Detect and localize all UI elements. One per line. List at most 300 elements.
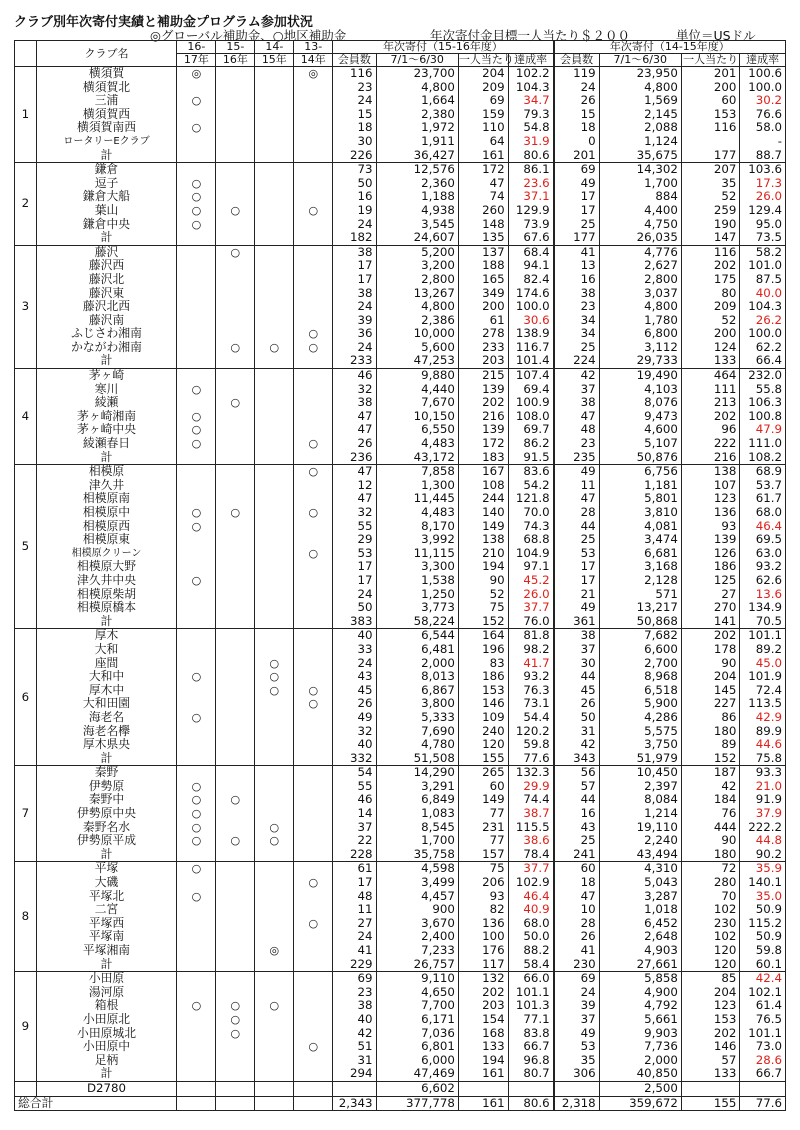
club-name: 計 <box>36 615 177 629</box>
grant-mark <box>177 465 216 479</box>
grant-mark: ○ <box>294 547 333 561</box>
grant-mark <box>294 930 333 944</box>
cur-value: 135 <box>458 231 508 245</box>
grant-mark <box>177 725 216 739</box>
cur-value: 4,938 <box>376 204 458 218</box>
cur-value: 86.2 <box>508 437 554 451</box>
prev-value: 224 <box>554 354 599 368</box>
grant-mark: ○ <box>255 834 294 848</box>
prev-value: 59.8 <box>740 944 786 958</box>
prev-value: 17.3 <box>740 177 786 191</box>
grant-mark: ○ <box>216 396 255 410</box>
table-row <box>15 999 786 1013</box>
cur-value: 90 <box>458 574 508 588</box>
cur-value: 1,300 <box>376 479 458 493</box>
prev-value: 571 <box>599 588 681 602</box>
cur-value: 196 <box>458 643 508 657</box>
cur-value: 3,670 <box>376 917 458 931</box>
cur-value: 29.9 <box>508 780 554 794</box>
club-name: 計 <box>36 958 177 972</box>
prev-value: 361 <box>554 615 599 629</box>
cur-value: 74 <box>458 190 508 204</box>
cur-value: 116 <box>333 67 376 81</box>
table-row <box>15 287 786 301</box>
prev-value: 116 <box>681 121 739 135</box>
grant-mark <box>294 862 333 876</box>
grant-mark <box>255 986 294 1000</box>
prev-value: 53 <box>554 547 599 561</box>
prev-value: 4,750 <box>599 218 681 232</box>
grant-mark <box>255 574 294 588</box>
grant-mark <box>177 1027 216 1041</box>
grant-mark: ○ <box>177 807 216 821</box>
cur-value: 23 <box>333 986 376 1000</box>
cur-value: 7,233 <box>376 944 458 958</box>
cur-value: 64 <box>458 135 508 149</box>
grant-mark <box>255 725 294 739</box>
cur-value: 17 <box>333 560 376 574</box>
grant-mark: ○ <box>216 204 255 218</box>
club-name: 伊勢原平成 <box>36 834 177 848</box>
club-name: 小田原 <box>36 972 177 986</box>
prev-value: 44.6 <box>740 738 786 752</box>
grant-mark: ○ <box>177 437 216 451</box>
grant-mark <box>294 396 333 410</box>
prev-value: 153 <box>681 1013 739 1027</box>
prev-value: 42 <box>554 369 599 383</box>
club-name: 秦野名水 <box>36 821 177 835</box>
grant-mark <box>294 451 333 465</box>
cur-value: 4,650 <box>376 986 458 1000</box>
prev-value: 101.1 <box>740 629 786 643</box>
club-name: 茅ヶ崎 <box>36 369 177 383</box>
grant-mark <box>216 876 255 890</box>
grant-mark <box>255 793 294 807</box>
prev-value: 2,145 <box>599 108 681 122</box>
table-row <box>15 1054 786 1068</box>
grant-mark <box>294 177 333 191</box>
prev-value: 270 <box>681 601 739 615</box>
club-name: ロータリーEクラブ <box>36 135 177 149</box>
grant-mark: ○ <box>294 1040 333 1054</box>
prev-value: 3,112 <box>599 341 681 355</box>
prev-value: 37.9 <box>740 807 786 821</box>
prev-value: 39 <box>554 999 599 1013</box>
prev-value: 13.6 <box>740 588 786 602</box>
grant-mark <box>177 903 216 917</box>
prev-value: 26,035 <box>599 231 681 245</box>
prev-value: 4,903 <box>599 944 681 958</box>
grant-mark: ○ <box>255 999 294 1013</box>
cur-value: 73.9 <box>508 218 554 232</box>
header-prev-period: 7/1～6/30 <box>599 54 681 67</box>
prev-value: 62.6 <box>740 574 786 588</box>
prev-value: 60 <box>681 94 739 108</box>
grant-mark <box>216 944 255 958</box>
prev-value: 89.9 <box>740 725 786 739</box>
cur-value: 26,757 <box>376 958 458 972</box>
club-name: 鎌倉大船 <box>36 190 177 204</box>
cur-value: 31 <box>333 1054 376 1068</box>
prev-value: 5,107 <box>599 437 681 451</box>
grant-mark <box>294 300 333 314</box>
prev-value: 37 <box>554 383 599 397</box>
unit-text: 単位＝USドル <box>676 28 756 43</box>
grant-mark <box>177 354 216 368</box>
grant-mark <box>255 917 294 931</box>
grant-mark <box>255 766 294 780</box>
grant-mark <box>294 670 333 684</box>
cur-value: 2,380 <box>376 108 458 122</box>
prev-value: 306 <box>554 1067 599 1081</box>
grant-mark <box>294 492 333 506</box>
prev-value: 1,700 <box>599 177 681 191</box>
club-name: 茅ヶ崎湘南 <box>36 410 177 424</box>
prev-value: 21 <box>554 588 599 602</box>
club-name: 大和田園 <box>36 697 177 711</box>
prev-value: 50.9 <box>740 930 786 944</box>
cur-value: 1,664 <box>376 94 458 108</box>
prev-value: 4,103 <box>599 383 681 397</box>
cur-value: 66.7 <box>508 1040 554 1054</box>
grant-mark <box>294 834 333 848</box>
cur-value: 83.6 <box>508 465 554 479</box>
grant-mark <box>216 451 255 465</box>
prev-value: 34 <box>554 327 599 341</box>
cur-value: 40.9 <box>508 903 554 917</box>
cur-value: 146 <box>458 697 508 711</box>
header-prev-per: 一人当たり <box>683 53 739 66</box>
prev-value: 15 <box>554 108 599 122</box>
grant-mark <box>177 697 216 711</box>
grant-mark <box>255 930 294 944</box>
prev-value: 66.7 <box>740 1067 786 1081</box>
grant-mark <box>216 94 255 108</box>
table-row <box>15 410 786 424</box>
grant-mark <box>294 1067 333 1081</box>
header-cur-title: 年次寄付（15-16年度） <box>333 41 554 54</box>
prev-value: 27,661 <box>599 958 681 972</box>
cur-value: 38.6 <box>508 834 554 848</box>
grant-mark <box>255 67 294 81</box>
prev-value: 52 <box>681 314 739 328</box>
cur-value: 80.6 <box>508 1096 554 1111</box>
cur-value: 47,253 <box>376 354 458 368</box>
grant-mark <box>216 465 255 479</box>
grant-mark <box>216 917 255 931</box>
prev-value: 884 <box>599 190 681 204</box>
grant-mark <box>216 930 255 944</box>
prev-value <box>740 1081 786 1096</box>
grant-mark <box>255 492 294 506</box>
page-title: クラブ別年次寄付実績と補助金プログラム参加状況 <box>14 15 313 30</box>
prev-value: 102.1 <box>740 986 786 1000</box>
cur-value: 228 <box>333 848 376 862</box>
cur-value: 174.6 <box>508 287 554 301</box>
prev-value: 47 <box>554 410 599 424</box>
cur-value: 200 <box>458 300 508 314</box>
table-row <box>15 766 786 780</box>
prev-value: 28 <box>554 917 599 931</box>
header-y2b: 16年 <box>216 54 255 67</box>
club-name: 平塚湘南 <box>36 944 177 958</box>
cur-value: 161 <box>458 149 508 163</box>
club-name: 二宮 <box>36 903 177 917</box>
prev-value: 68.0 <box>740 506 786 520</box>
table-row <box>15 684 786 698</box>
grant-mark: ○ <box>255 670 294 684</box>
prev-value: 25 <box>554 834 599 848</box>
grant-mark: ○ <box>177 780 216 794</box>
prev-value: 111.0 <box>740 437 786 451</box>
prev-value: 213 <box>681 396 739 410</box>
prev-value: 152 <box>681 752 739 766</box>
club-name: 小田原中 <box>36 1040 177 1054</box>
cur-value: 215 <box>458 369 508 383</box>
grant-mark <box>294 231 333 245</box>
prev-value: 100.6 <box>740 67 786 81</box>
prev-value: 72 <box>681 862 739 876</box>
cur-value: 73 <box>333 163 376 177</box>
club-name: 座間 <box>36 657 177 671</box>
grant-mark <box>177 1040 216 1054</box>
grand-total-row <box>15 1096 786 1111</box>
prev-value: 202 <box>681 629 739 643</box>
club-name: 相模原東 <box>36 533 177 547</box>
cur-value: 45 <box>333 684 376 698</box>
cur-value: 47,469 <box>376 1067 458 1081</box>
prev-value: 129.4 <box>740 204 786 218</box>
grant-mark <box>294 479 333 493</box>
grant-mark <box>294 245 333 259</box>
table-row <box>15 327 786 341</box>
header-cur-per: 一人当たり <box>458 53 514 66</box>
grant-mark <box>177 1081 216 1096</box>
grant-mark <box>216 560 255 574</box>
grant-mark <box>216 369 255 383</box>
prev-value: 103.6 <box>740 163 786 177</box>
prev-value: 60 <box>554 862 599 876</box>
grant-mark <box>294 383 333 397</box>
cur-value: 68.4 <box>508 245 554 259</box>
grant-mark <box>216 492 255 506</box>
club-name: 厚木 <box>36 629 177 643</box>
grant-mark <box>294 848 333 862</box>
grant-mark <box>255 287 294 301</box>
table-row <box>15 670 786 684</box>
grant-mark <box>294 1081 333 1096</box>
grant-mark <box>255 218 294 232</box>
prev-value: 11 <box>554 479 599 493</box>
grant-mark <box>255 259 294 273</box>
club-name: 小田原城北 <box>36 1027 177 1041</box>
grant-mark <box>294 190 333 204</box>
club-name: 厚木県央 <box>36 738 177 752</box>
prev-value: 1,018 <box>599 903 681 917</box>
cur-value: 377,778 <box>376 1096 458 1111</box>
cur-value: 27 <box>333 917 376 931</box>
prev-value: 57 <box>681 1054 739 1068</box>
grant-mark <box>255 135 294 149</box>
cur-value: 81.8 <box>508 629 554 643</box>
cur-value: 12,576 <box>376 163 458 177</box>
grant-mark <box>294 986 333 1000</box>
grant-mark <box>255 780 294 794</box>
grant-mark <box>294 972 333 986</box>
club-name: 津久井 <box>36 479 177 493</box>
table-row <box>15 821 786 835</box>
prev-value: 5,858 <box>599 972 681 986</box>
prev-value: 93.2 <box>740 560 786 574</box>
cur-value: 67.6 <box>508 231 554 245</box>
grant-mark: ○ <box>177 506 216 520</box>
prev-value: 40.0 <box>740 287 786 301</box>
cur-value: 83.8 <box>508 1027 554 1041</box>
prev-value: 26 <box>554 930 599 944</box>
grant-mark <box>255 327 294 341</box>
cur-value: 77 <box>458 834 508 848</box>
table-row <box>15 560 786 574</box>
cur-value: 165 <box>458 273 508 287</box>
prev-value: 35,675 <box>599 149 681 163</box>
header-cur-rate: 達成率 <box>508 54 554 67</box>
prev-value: 91.9 <box>740 793 786 807</box>
cur-value: 138 <box>458 533 508 547</box>
prev-value: 53.7 <box>740 479 786 493</box>
grant-mark: ○ <box>255 684 294 698</box>
cur-value: 204 <box>458 67 508 81</box>
table-row <box>15 588 786 602</box>
prev-value: 69 <box>554 163 599 177</box>
prev-value: 23,950 <box>599 67 681 81</box>
grant-mark <box>177 341 216 355</box>
prev-value: 69 <box>554 972 599 986</box>
grant-mark: ◎ <box>255 944 294 958</box>
cur-value: 12 <box>333 479 376 493</box>
cur-value: 11,115 <box>376 547 458 561</box>
grant-mark: ○ <box>255 821 294 835</box>
cur-value: 176 <box>458 944 508 958</box>
cur-value: 1,700 <box>376 834 458 848</box>
club-name: 藤沢北 <box>36 273 177 287</box>
cur-value: 93 <box>458 890 508 904</box>
grant-mark <box>294 560 333 574</box>
cur-value: 8,170 <box>376 520 458 534</box>
cur-value: 38.7 <box>508 807 554 821</box>
grant-mark <box>177 533 216 547</box>
prev-value: 18 <box>554 121 599 135</box>
table-row <box>15 204 786 218</box>
cur-value: 2,386 <box>376 314 458 328</box>
table-row <box>15 738 786 752</box>
grant-mark: ○ <box>177 177 216 191</box>
cur-value: 3,300 <box>376 560 458 574</box>
grant-mark <box>294 218 333 232</box>
group-number: 2 <box>15 163 37 246</box>
grant-mark <box>216 752 255 766</box>
grant-mark <box>294 643 333 657</box>
grant-mark <box>294 615 333 629</box>
grant-mark <box>216 848 255 862</box>
prev-value: 3,810 <box>599 506 681 520</box>
prev-value: 2,800 <box>599 273 681 287</box>
grant-mark <box>294 108 333 122</box>
cur-value: 69.7 <box>508 423 554 437</box>
prev-value: 17 <box>554 204 599 218</box>
club-name: 三浦 <box>36 94 177 108</box>
grant-mark <box>255 697 294 711</box>
cur-value: 153 <box>458 684 508 698</box>
prev-value: 202 <box>681 259 739 273</box>
prev-value: 93.3 <box>740 766 786 780</box>
prev-value: 3,474 <box>599 533 681 547</box>
cur-value: 53 <box>333 547 376 561</box>
club-name: 計 <box>36 231 177 245</box>
cur-value: 51 <box>333 1040 376 1054</box>
grant-mark <box>255 204 294 218</box>
prev-value: 9,903 <box>599 1027 681 1041</box>
prev-value: 146 <box>681 1040 739 1054</box>
grant-mark <box>216 533 255 547</box>
grant-mark <box>294 807 333 821</box>
grant-mark <box>294 520 333 534</box>
prev-value: 3,037 <box>599 287 681 301</box>
grant-mark: ○ <box>177 834 216 848</box>
cur-value: 161 <box>458 1096 508 1111</box>
prev-value: 4,081 <box>599 520 681 534</box>
grant-mark <box>177 588 216 602</box>
prev-value: 52 <box>681 190 739 204</box>
grant-mark <box>216 588 255 602</box>
grant-mark <box>255 177 294 191</box>
cur-value: 14,290 <box>376 766 458 780</box>
grant-mark <box>294 793 333 807</box>
grant-mark <box>255 547 294 561</box>
prev-value: 48 <box>554 423 599 437</box>
prev-value: 1,214 <box>599 807 681 821</box>
cur-value: 140 <box>458 506 508 520</box>
club-name: 大和中 <box>36 670 177 684</box>
cur-value: 2,343 <box>333 1096 376 1111</box>
table-row <box>15 506 786 520</box>
prev-value: 47 <box>554 890 599 904</box>
cur-value: 10,150 <box>376 410 458 424</box>
club-name: 相模原柴胡 <box>36 588 177 602</box>
grant-mark <box>294 135 333 149</box>
group-number <box>15 1081 37 1096</box>
grant-mark: ○ <box>177 423 216 437</box>
cur-value: 155 <box>458 752 508 766</box>
prev-value: 6,800 <box>599 327 681 341</box>
cur-value: 86.1 <box>508 163 554 177</box>
prev-value: 17 <box>554 190 599 204</box>
prev-value: 177 <box>554 231 599 245</box>
grant-mark <box>216 327 255 341</box>
cur-value: 1,188 <box>376 190 458 204</box>
prev-value: 70 <box>681 890 739 904</box>
cur-value: 50 <box>333 177 376 191</box>
cur-value: 54 <box>333 766 376 780</box>
cur-value: 77 <box>458 807 508 821</box>
prev-value: 34 <box>554 314 599 328</box>
cur-value: 233 <box>333 354 376 368</box>
prev-value: 24 <box>554 81 599 95</box>
cur-value: 117 <box>458 958 508 972</box>
prev-value: 38 <box>554 287 599 301</box>
cur-value: 332 <box>333 752 376 766</box>
cur-value: 2,000 <box>376 657 458 671</box>
cur-value: 226 <box>333 149 376 163</box>
